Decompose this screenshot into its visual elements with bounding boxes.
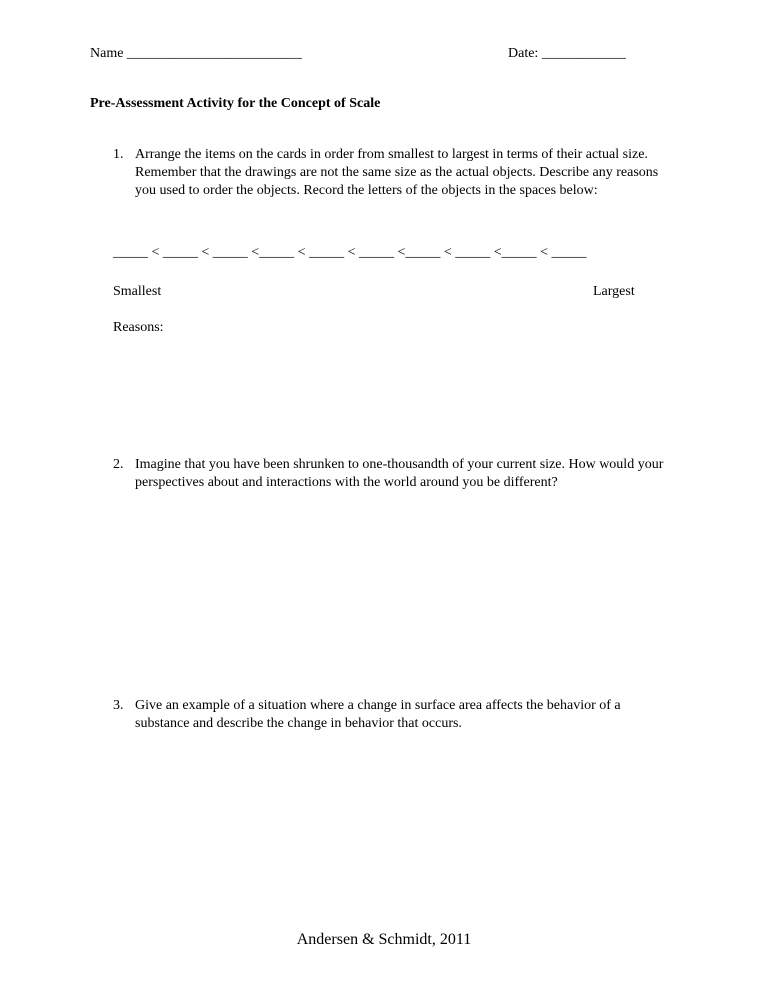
page-title: Pre-Assessment Activity for the Concept of Scale (90, 96, 381, 111)
reasons-label: Reasons: (113, 320, 164, 335)
name-field-line[interactable]: Name _________________________ (90, 46, 302, 61)
largest-label: Largest (593, 284, 635, 299)
question-1-text: Arrange the items on the cards in order from smallest to largest in terms of their actual size. Remember that the drawings are not the same size as the actual objects. Describe any reasons you used to order the objects. Record the letters of the objects in the spaces below: (135, 147, 659, 198)
question-3-number: 3. (113, 698, 124, 713)
question-2-number: 2. (113, 457, 124, 472)
question-3-text: Give an example of a situation where a change in surface area affects the behavior of a substance and describe the change in behavior that occurs. (135, 698, 621, 731)
ordering-blanks-line[interactable]: _____ < _____ < _____ <_____ < _____ < _____ <_____ < _____ <_____ < _____ (113, 245, 587, 260)
question-2-text: Imagine that you have been shrunken to one-thousandth of your current size. How would your perspectives about and interactions with the world around you be different? (135, 457, 664, 490)
footer-credit: Andersen & Schmidt, 2011 (296, 931, 472, 948)
question-1-number: 1. (113, 147, 124, 162)
smallest-label: Smallest (113, 284, 162, 299)
date-field-line[interactable]: Date: ____________ (508, 46, 626, 61)
